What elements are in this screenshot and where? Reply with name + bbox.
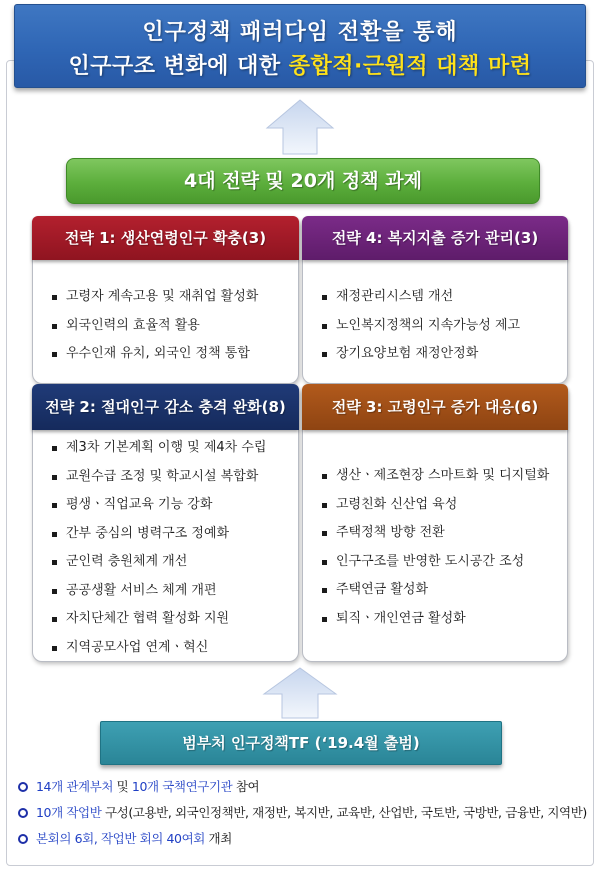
bullet-icon bbox=[322, 588, 327, 593]
strategy-3-header: 전략 3: 고령인구 증가 대응(6) bbox=[302, 384, 568, 430]
goal-line-2-highlight: 종합적·근원적 대책 마련 bbox=[288, 54, 532, 79]
list-item: 생산ㆍ제조현장 스마트화 및 디지털화 bbox=[320, 462, 549, 491]
tf-row: 10개 작업반 구성(고용반, 외국인정책반, 재정반, 복지반, 교육반, 산업반, 국토반, 국방반, 금융반, 지역반) bbox=[16, 800, 586, 826]
circle-bullet-icon bbox=[18, 834, 28, 844]
bullet-icon bbox=[322, 295, 327, 300]
bullet-icon bbox=[322, 617, 327, 622]
goal-line-2 bbox=[15, 49, 585, 80]
list-item: 간부 중심의 병력구조 정예화 bbox=[50, 520, 266, 549]
list-item: 노인복지정책의 지속가능성 제고 bbox=[320, 312, 520, 341]
list-item: 재정관리시스템 개선 bbox=[320, 283, 520, 312]
tf-row: 14개 관계부처 및 10개 국책연구기관 참여 bbox=[16, 774, 586, 800]
bullet-icon bbox=[322, 352, 327, 357]
list-item: 군인력 충원체계 개선 bbox=[50, 548, 266, 577]
bullet-icon bbox=[322, 324, 327, 329]
list-item: 교원수급 조정 및 학교시설 복합화 bbox=[50, 463, 266, 492]
strategy-1-header: 전략 1: 생산연령인구 확충(3) bbox=[32, 216, 299, 260]
strategy-summary-bar: 4대 전략 및 20개 정책 과제 bbox=[66, 158, 540, 204]
bullet-icon bbox=[322, 560, 327, 565]
up-arrow-icon bbox=[262, 666, 338, 720]
list-item: 인구구조를 반영한 도시공간 조성 bbox=[320, 548, 549, 577]
up-arrow-icon bbox=[265, 98, 335, 156]
list-item: 퇴직ㆍ개인연금 활성화 bbox=[320, 605, 549, 634]
list-item: 장기요양보험 재정안정화 bbox=[320, 340, 520, 369]
list-item: 고령자 계속고용 및 재취업 활성화 bbox=[50, 283, 258, 312]
strategy-2-list bbox=[50, 434, 266, 662]
strategy-1-list bbox=[50, 283, 258, 369]
list-item: 고령친화 신산업 육성 bbox=[320, 491, 549, 520]
bullet-icon bbox=[52, 324, 57, 329]
list-item: 공공생활 서비스 체계 개편 bbox=[50, 577, 266, 606]
strategy-2-header: 전략 2: 절대인구 감소 충격 완화(8) bbox=[32, 384, 299, 430]
bullet-icon bbox=[322, 474, 327, 479]
tf-list bbox=[16, 774, 586, 852]
tf-title-bar: 범부처 인구정책TF (‘19.4월 출범) bbox=[100, 721, 502, 765]
circle-bullet-icon bbox=[18, 782, 28, 792]
goal-line-2-text: 인구구조 변화에 대한 bbox=[68, 54, 289, 79]
list-item: 우수인재 유치, 외국인 정책 통합 bbox=[50, 340, 258, 369]
list-item: 주택연금 활성화 bbox=[320, 576, 549, 605]
bullet-icon bbox=[52, 532, 57, 537]
bullet-icon bbox=[52, 589, 57, 594]
list-item: 평생ㆍ직업교육 기능 강화 bbox=[50, 491, 266, 520]
list-item: 제3차 기본계획 이행 및 제4차 수립 bbox=[50, 434, 266, 463]
tf-row: 본회의 6회, 작업반 회의 40여회 개최 bbox=[16, 826, 586, 852]
strategy-4-list bbox=[320, 283, 520, 369]
bullet-icon bbox=[52, 646, 57, 651]
list-item: 자치단체간 협력 활성화 지원 bbox=[50, 605, 266, 634]
goal-banner bbox=[14, 4, 586, 88]
goal-line-1: 인구정책 패러다임 전환을 통해 bbox=[142, 20, 458, 45]
strategy-3-list bbox=[320, 462, 549, 633]
list-item: 주택정책 방향 전환 bbox=[320, 519, 549, 548]
bullet-icon bbox=[52, 503, 57, 508]
bullet-icon bbox=[52, 446, 57, 451]
bullet-icon bbox=[322, 503, 327, 508]
bullet-icon bbox=[52, 617, 57, 622]
bullet-icon bbox=[52, 475, 57, 480]
bullet-icon bbox=[52, 352, 57, 357]
circle-bullet-icon bbox=[18, 808, 28, 818]
strategy-4-header: 전략 4: 복지지출 증가 관리(3) bbox=[302, 216, 568, 260]
bullet-icon bbox=[52, 560, 57, 565]
bullet-icon bbox=[52, 295, 57, 300]
list-item: 지역공모사업 연계ㆍ혁신 bbox=[50, 634, 266, 663]
list-item: 외국인력의 효율적 활용 bbox=[50, 312, 258, 341]
bullet-icon bbox=[322, 531, 327, 536]
